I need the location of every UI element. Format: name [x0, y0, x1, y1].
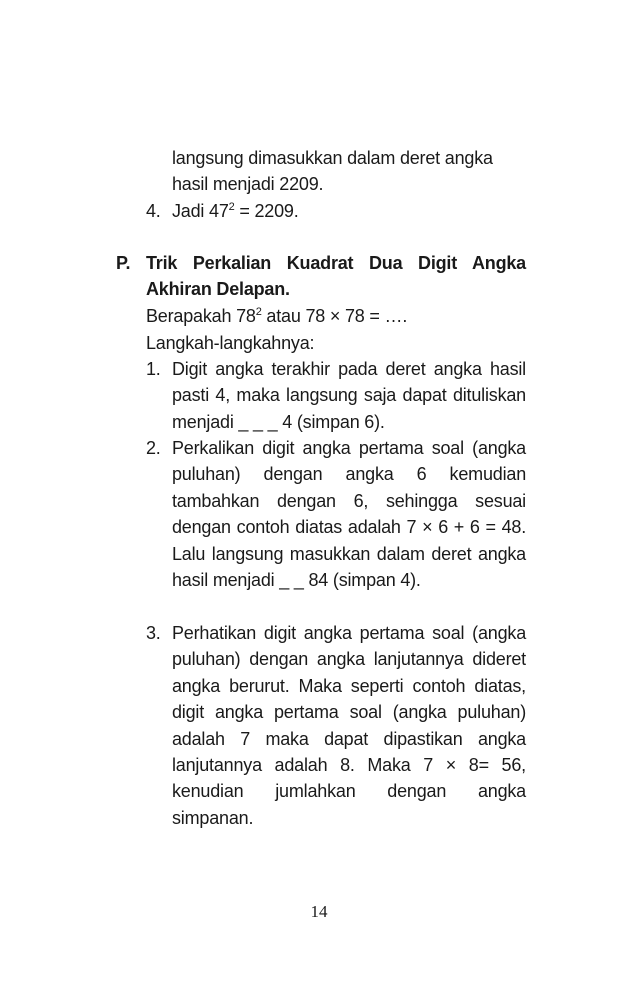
step-4-text-after: = 2209.	[234, 201, 299, 221]
continuation-line-2: hasil menjadi 2209.	[172, 174, 324, 195]
question-text-before: Berapakah 78	[146, 306, 256, 326]
step-4-superscript: 2	[228, 201, 235, 213]
step-text: Digit angka terakhir pada deret angka hasil pasti 4, maka langsung saja dapat dituliskan menjadi _ _ _ 4 (simpan 6).	[172, 359, 526, 432]
continuation-paragraph	[172, 145, 526, 198]
section-title-line-1: Trik Perkalian Kuadrat Dua Digit Angka	[146, 253, 526, 273]
steps-intro: Langkah-langkahnya:	[146, 333, 315, 353]
step-number: 3.	[146, 623, 161, 643]
step-text: Perhatikan digit angka pertama soal (angka puluhan) dengan angka lanjutannya dideret angka berurut. Maka seperti contoh diatas, digit angka pertama soal (angka puluhan) adalah 7 maka dapat dipastikan angka lanjutannya adalah 8. Maka 7 × 8= 56, kenudian jumlahkan dengan angka simpanan.	[172, 623, 526, 828]
continuation-line-1: langsung dimasukkan dalam deret angka	[172, 148, 493, 168]
question-text-after: atau 78 × 78 = ….	[261, 306, 408, 326]
question-superscript: 2	[255, 306, 262, 318]
question-text	[146, 303, 526, 329]
page-number: 14	[310, 902, 328, 921]
step-number: 1.	[146, 359, 161, 379]
section-title-line-2: Akhiran Delapan.	[146, 279, 290, 300]
step-text: Perkalikan digit angka pertama soal (angka puluhan) dengan angka 6 kemudian tambahkan dengan 6, sehingga sesuai dengan contoh diatas adalah 7 × 6 + 6 = 48. Lalu langsung masukkan dalam deret angka hasil menjadi _ _ 84 (simpan 4).	[172, 438, 526, 591]
step-number: 2.	[146, 438, 161, 458]
step-4-text	[172, 198, 526, 224]
step-4-text-before: Jadi 47	[172, 201, 229, 221]
section-letter: P.	[116, 253, 131, 273]
step-4-number: 4.	[146, 201, 161, 221]
